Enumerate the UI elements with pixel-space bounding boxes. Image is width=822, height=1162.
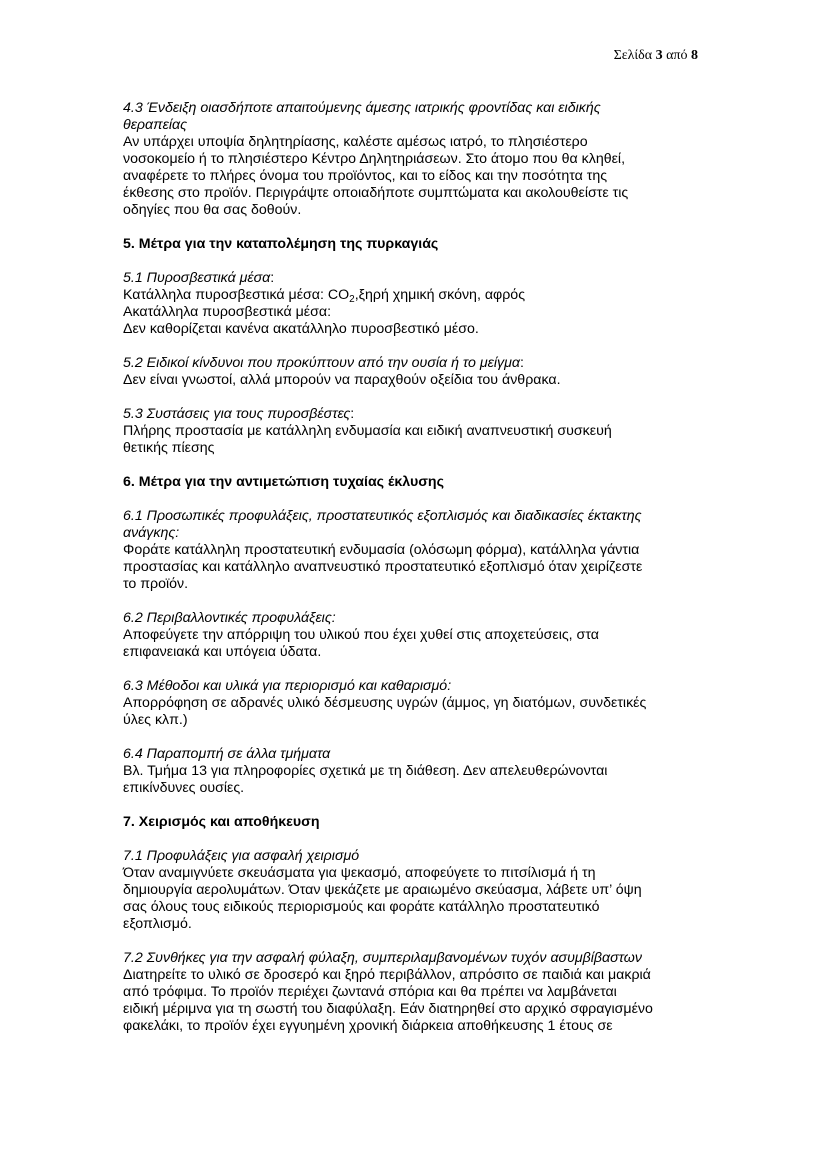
- paragraph-line: σας όλους τους ειδικούς περιορισμούς και φοράτε κατάλληλο προστατευτικό: [123, 899, 600, 915]
- paragraph-line: προστασίας και κατάλληλο αναπνευστικό προστατευτικό εξοπλισμό όταν χειρίζεστε: [123, 559, 643, 575]
- paragraph-line: Πλήρης προστασία με κατάλληλη ενδυμασία και ειδική αναπνευστική συσκευή: [123, 423, 612, 439]
- paragraph-line: Αποφεύγετε την απόρριψη του υλικού που έχει χυθεί στις αποχετεύσεις, στα: [123, 627, 599, 643]
- section-6-2: [123, 610, 698, 661]
- section-title: 5.1 Πυροσβεστικά μέσα: [123, 270, 271, 286]
- page-number: [540, 48, 698, 64]
- section-7-2: [123, 950, 698, 1035]
- section-title: 5.3 Συστάσεις για τους πυροσβέστες: [123, 406, 351, 422]
- section-5-2: [123, 355, 698, 389]
- co2-text: Κατάλληλα πυροσβεστικά μέσα: CO: [123, 287, 350, 303]
- section-title: 4.3 Ένδειξη οιασδήποτε απαιτούμενης άμεσης ιατρικής φροντίδας και ειδικής: [123, 100, 601, 116]
- section-heading-5: 5. Μέτρα για την καταπολέμηση της πυρκαγιάς: [123, 236, 439, 252]
- section-4-3: [123, 100, 698, 219]
- paragraph-line: οδηγίες που θα σας δοθούν.: [123, 202, 302, 218]
- paragraph-line: αναφέρετε το πλήρες όνομα του προϊόντος, και το είδος και την ποσότητα της: [123, 168, 608, 184]
- section-title: 6.1 Προσωπικές προφυλάξεις, προστατευτικός εξοπλισμός και διαδικασίες έκτακτης: [123, 508, 642, 524]
- section-title: 7.2 Συνθήκες για την ασφαλή φύλαξη, συμπεριλαμβανομένων τυχόν ασυμβίβαστων: [123, 950, 642, 966]
- page-prefix: Σελίδα: [613, 48, 653, 63]
- paragraph-line: Ακατάλληλα πυροσβεστικά μέσα:: [123, 304, 332, 320]
- paragraph-line: Όταν αναμιγνύετε σκευάσματα για ψεκασμό, αποφεύγετε το πιτσίλισμά ή τη: [123, 865, 596, 881]
- paragraph-line: Διατηρείτε το υλικό σε δροσερό και ξηρό περιβάλλον, απρόσιτο σε παιδιά και μακριά: [123, 967, 651, 983]
- paragraph-line: [123, 287, 698, 304]
- paragraph-line: Δεν είναι γνωστοί, αλλά μπορούν να παραχθούν οξείδια του άνθρακα.: [123, 372, 561, 388]
- title-suffix: :: [270, 270, 275, 286]
- paragraph-line: Αν υπάρχει υποψία δηλητηρίασης, καλέστε αμέσως ιατρό, το πλησιέστερο: [123, 134, 588, 150]
- paragraph-line: Απορρόφηση σε αδρανές υλικό δέσμευσης υγρών (άμμος, γη διατόμων, συνδετικές: [123, 695, 647, 711]
- page-current: 3: [655, 48, 663, 63]
- paragraph-line: από τρόφιμα. Το προϊόν περιέχει ζωντανά σπόρια και θα πρέπει να λαμβάνεται: [123, 984, 617, 1000]
- paragraph-line: θετικής πίεσης: [123, 440, 215, 456]
- paragraph-line: νοσοκομείο ή το πλησιέστερο Κέντρο Δηλητηριάσεων. Στο άτομο που θα κληθεί,: [123, 151, 626, 167]
- section-5-3: [123, 406, 698, 457]
- title-suffix: :: [350, 406, 355, 422]
- paragraph-line: Δεν καθορίζεται κανένα ακατάλληλο πυροσβεστικό μέσο.: [123, 321, 479, 337]
- paragraph-line: το προϊόν.: [123, 576, 189, 592]
- section-5-1: [123, 270, 698, 338]
- section-heading-7: 7. Χειρισμός και αποθήκευση: [123, 814, 320, 830]
- paragraph-line: δημιουργία αερολυμάτων. Όταν ψεκάζετε με αραιωμένο σκεύασμα, λάβετε υπ’ όψη: [123, 882, 642, 898]
- section-6-3: [123, 678, 698, 729]
- paragraph-line: Βλ. Τμήμα 13 για πληροφορίες σχετικά με τη διάθεση. Δεν απελευθερώνονται: [123, 763, 608, 779]
- section-title-cont: θεραπείας: [123, 117, 188, 133]
- section-title: 6.2 Περιβαλλοντικές προφυλάξεις:: [123, 610, 336, 626]
- paragraph-line: επικίνδυνες ουσίες.: [123, 780, 245, 796]
- paragraph-line: έκθεσης στο προϊόν. Περιγράψτε οποιαδήποτε συμπτώματα και ακολουθείστε τις: [123, 185, 629, 201]
- co2-subscript: 2: [349, 294, 355, 305]
- section-heading-6: 6. Μέτρα για την αντιμετώπιση τυχαίας έκλυσης: [123, 474, 444, 490]
- section-6-1: [123, 508, 698, 593]
- section-title-cont: ανάγκης:: [123, 525, 180, 541]
- document-body: [123, 100, 698, 1035]
- section-6-4: [123, 746, 698, 797]
- paragraph-line: Φοράτε κατάλληλη προστατευτική ενδυμασία (ολόσωμη φόρμα), κατάλληλα γάντια: [123, 542, 640, 558]
- page-total: 8: [691, 48, 698, 63]
- paragraph-line: επιφανειακά και υπόγεια ύδατα.: [123, 644, 322, 660]
- paragraph-line: ειδική μέριμνα για τη σωστή του διαφύλαξη. Εάν διατηρηθεί στο αρχικό σφραγισμένο: [123, 1001, 653, 1017]
- paragraph-line: εξοπλισμό.: [123, 916, 192, 932]
- section-7-1: [123, 848, 698, 933]
- title-suffix: :: [519, 355, 524, 371]
- section-title: 7.1 Προφυλάξεις για ασφαλή χειρισμό: [123, 848, 360, 864]
- paragraph-line: φακελάκι, το προϊόν έχει εγγυημένη χρονική διάρκεια αποθήκευσης 1 έτους σε: [123, 1018, 613, 1034]
- section-title: 6.3 Μέθοδοι και υλικά για περιορισμό και καθαρισμό:: [123, 678, 452, 694]
- section-title: 5.2 Ειδικοί κίνδυνοι που προκύπτουν από την ουσία ή το μείγμα: [123, 355, 520, 371]
- page-separator: από: [666, 48, 688, 63]
- paragraph-line: ύλες κλπ.): [123, 712, 188, 728]
- line-suffix: ,ξηρή χημική σκόνη, αφρός: [354, 287, 526, 303]
- section-title: 6.4 Παραπομπή σε άλλα τμήματα: [123, 746, 331, 762]
